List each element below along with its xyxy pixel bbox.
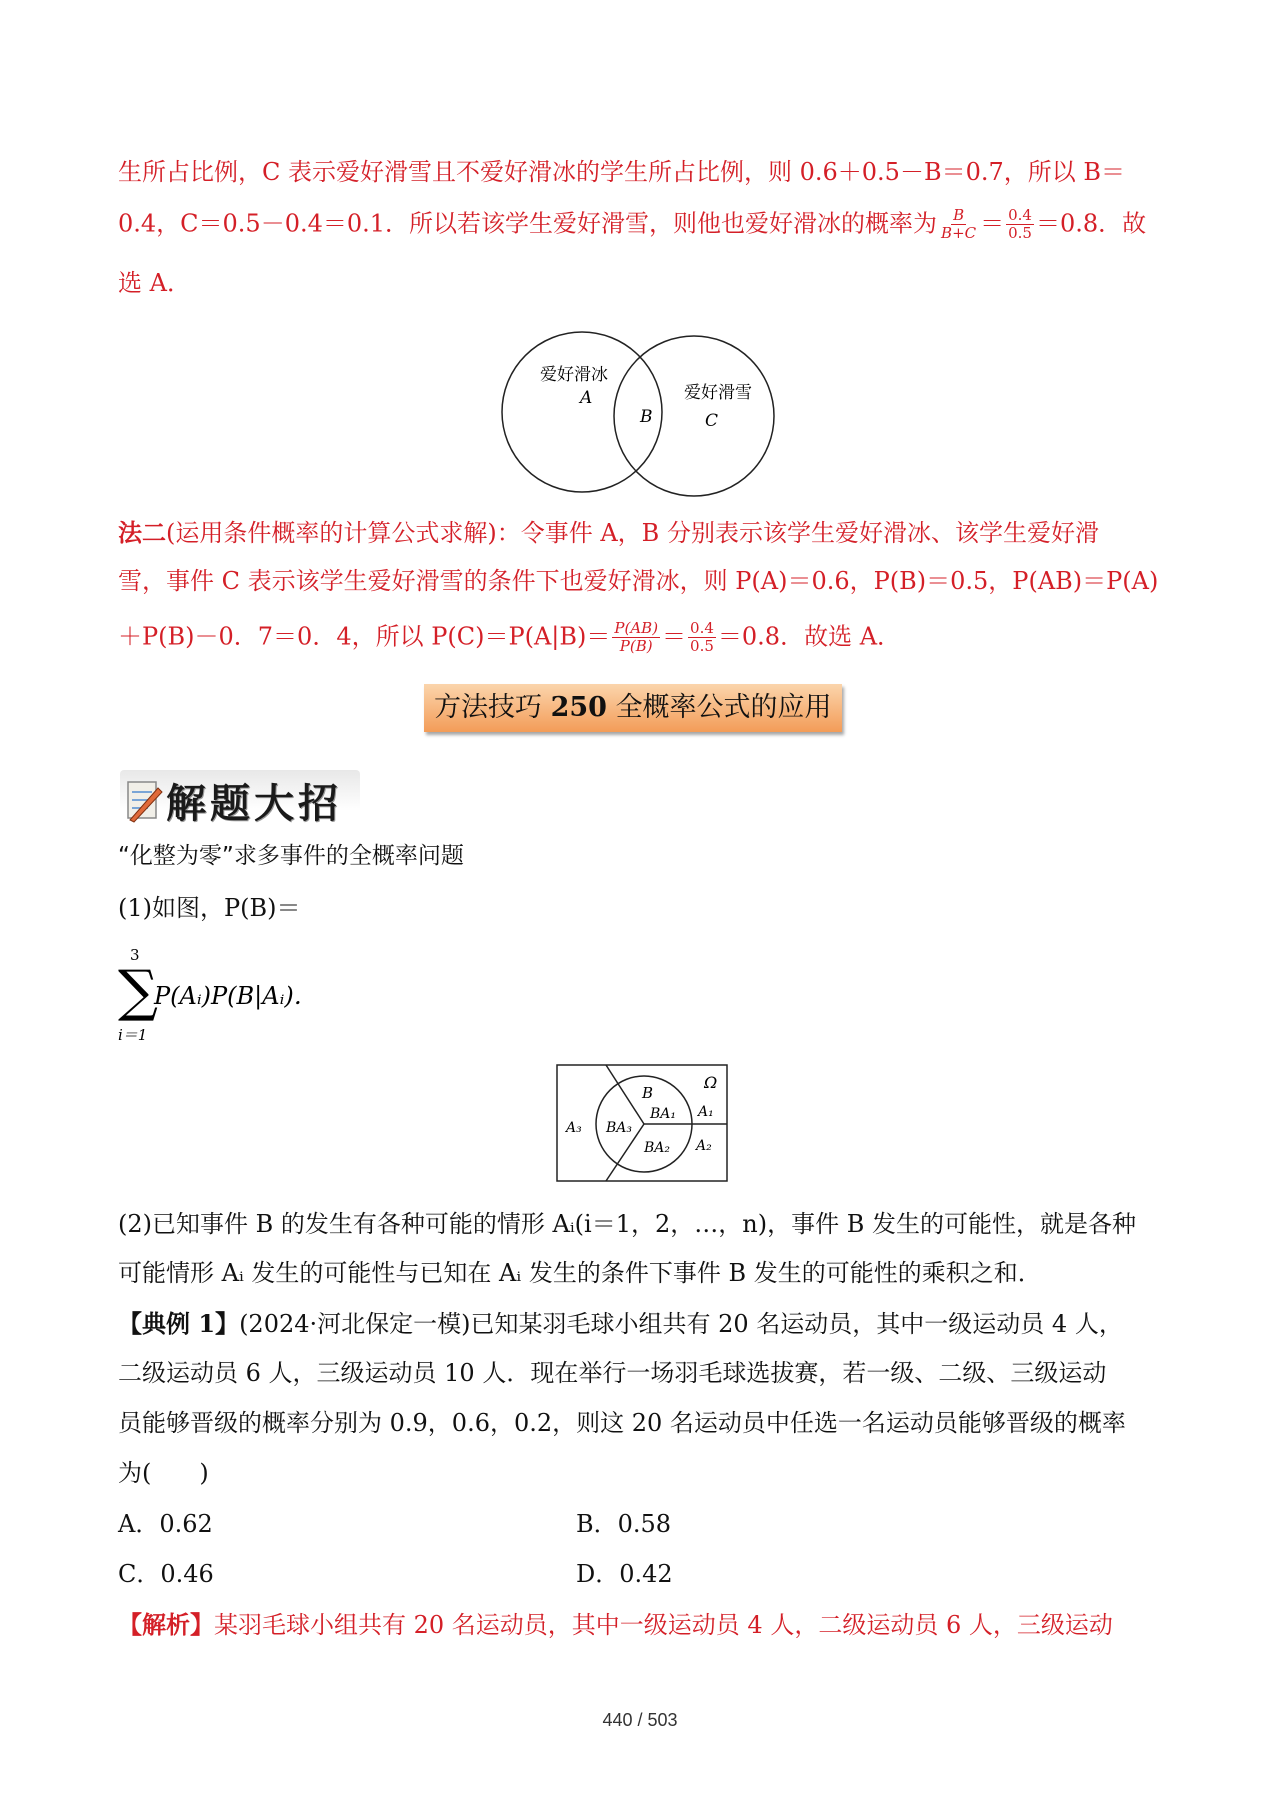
fraction-numerator: P(AB) bbox=[614, 619, 659, 637]
paragraph1-line1: 生所占比例，C 表示爱好滑雪且不爱好滑冰的学生所占比例，则 0.6＋0.5－B＝0.7，所以 B＝ bbox=[118, 158, 1126, 186]
venn-left-label: 爱好滑冰 bbox=[540, 365, 608, 385]
example-line1 bbox=[118, 1308, 1123, 1340]
equals-sign: ＝ bbox=[662, 622, 687, 651]
ba1-label: BA₁ bbox=[650, 1106, 677, 1122]
section-heading-prefix: 方法技巧 bbox=[434, 692, 542, 723]
method2-line1 bbox=[118, 517, 1099, 549]
a1-label: A₁ bbox=[698, 1104, 714, 1120]
section-heading bbox=[424, 684, 842, 732]
b-label: B bbox=[642, 1084, 654, 1102]
example-line1-text: (2024·河北保定一模)已知某羽毛球小组共有 20 名运动员，其中一级运动员 4 人， bbox=[239, 1310, 1123, 1338]
sum-sigma-symbol: ∑ bbox=[118, 959, 158, 1024]
analysis-text: 某羽毛球小组共有 20 名运动员，其中一级运动员 4 人，二级运动员 6 人，三级运动 bbox=[214, 1611, 1113, 1639]
sum-upper-limit: 3 bbox=[130, 946, 140, 964]
item2-line1: (2)已知事件 B 的发生有各种可能的情形 Aᵢ(i＝1，2，…，n)，事件 B 发生的可能性，就是各种 bbox=[118, 1210, 1136, 1238]
method2-line3-text: ＋P(B)－0．7＝0．4，所以 P(C)＝P(A|B)＝ bbox=[118, 622, 611, 651]
option-c: C．0.46 bbox=[118, 1560, 214, 1588]
a3-label: A₃ bbox=[566, 1120, 582, 1136]
fraction-denominator: 0.5 bbox=[690, 637, 714, 656]
example-line2: 二级运动员 6 人，三级运动员 10 人．现在举行一场羽毛球选拔赛，若一级、二级、三级运动 bbox=[118, 1359, 1107, 1387]
fraction-04-over-05 bbox=[1006, 207, 1034, 243]
method2-line3 bbox=[118, 620, 901, 656]
partition-diagram bbox=[556, 1064, 728, 1184]
venn-diagram-skating bbox=[500, 330, 790, 500]
method2-line1-text: (运用条件概率的计算公式求解)：令事件 A，B 分别表示该学生爱好滑冰、该学生爱好滑 bbox=[166, 519, 1099, 547]
item1-text: (1)如图，P(B)＝ bbox=[118, 894, 301, 922]
pencil-notebook-icon bbox=[124, 776, 164, 824]
analysis-line bbox=[118, 1609, 1113, 1641]
a2-label: A₂ bbox=[696, 1138, 712, 1154]
page-number: 440 / 503 bbox=[602, 1710, 678, 1730]
fraction-04-over-05-b bbox=[688, 620, 716, 656]
method2-line2: 雪，事件 C 表示该学生爱好滑雪的条件下也爱好滑冰，则 P(A)＝0.6，P(B)＝0.5，P(AB)＝P(A) bbox=[118, 567, 1159, 595]
example-line3: 员能够晋级的概率分别为 0.9，0.6，0.2，则这 20 名运动员中任选一名运动员能够晋级的概率 bbox=[118, 1409, 1126, 1437]
fraction-numerator: 0.4 bbox=[690, 619, 714, 637]
method2-title: 法二 bbox=[118, 518, 166, 547]
venn-right-label: 爱好滑雪 bbox=[684, 383, 752, 403]
venn-right-circle bbox=[614, 336, 774, 496]
fraction-denominator: B+C bbox=[941, 224, 977, 243]
ba3-label: BA₃ bbox=[606, 1120, 633, 1136]
sum-body: P(Aᵢ)P(B|Aᵢ)． bbox=[154, 982, 318, 1010]
example-tag: 【典例 1】 bbox=[118, 1309, 240, 1338]
fraction-denominator: 0.5 bbox=[1008, 224, 1032, 243]
paragraph1-line2-text: 0.4，C＝0.5－0.4＝0.1．所以若该学生爱好滑雪，则他也爱好滑冰的概率为 bbox=[118, 209, 938, 238]
section-heading-number: 250 bbox=[550, 692, 607, 723]
item2-line2: 可能情形 Aᵢ 发生的可能性与已知在 Aᵢ 发生的条件下事件 B 发生的可能性的乘积之和． bbox=[118, 1259, 1042, 1287]
paragraph1-line3: 选 A． bbox=[118, 269, 191, 297]
method2-line3-end: ＝0.8．故选 A． bbox=[717, 622, 902, 651]
option-d: D．0.42 bbox=[576, 1560, 673, 1588]
ba2-label: BA₂ bbox=[644, 1140, 671, 1156]
sample-space-rect bbox=[557, 1065, 727, 1181]
fraction-numerator: 0.4 bbox=[1008, 206, 1032, 224]
paragraph1-line2 bbox=[118, 207, 1146, 243]
fraction-denominator: P(B) bbox=[619, 637, 653, 656]
option-a: A．0.62 bbox=[118, 1510, 213, 1538]
sum-lower-limit: i＝1 bbox=[118, 1026, 148, 1044]
venn-left-circle bbox=[502, 332, 662, 492]
fraction-b-over-bc bbox=[939, 207, 978, 243]
paragraph1-line2-end: ＝0.8．故 bbox=[1035, 209, 1147, 238]
section-heading-title: 全概率公式的应用 bbox=[615, 692, 832, 723]
venn-middle-letter: B bbox=[640, 407, 653, 427]
omega-label: Ω bbox=[704, 1073, 718, 1092]
tip-badge-text: 解题大招 bbox=[166, 781, 342, 827]
venn-left-letter: A bbox=[580, 388, 593, 408]
example-line4: 为( ) bbox=[118, 1459, 209, 1487]
equals-sign: ＝ bbox=[980, 209, 1005, 238]
fraction-numerator: B bbox=[953, 206, 965, 224]
sum-formula bbox=[118, 944, 418, 1044]
venn-right-letter: C bbox=[705, 411, 719, 431]
analysis-tag: 【解析】 bbox=[118, 1610, 214, 1639]
tip-title: “化整为零”求多事件的全概率问题 bbox=[118, 843, 464, 869]
option-b: B．0.58 bbox=[576, 1510, 672, 1538]
fraction-pab-over-pb bbox=[612, 620, 660, 656]
